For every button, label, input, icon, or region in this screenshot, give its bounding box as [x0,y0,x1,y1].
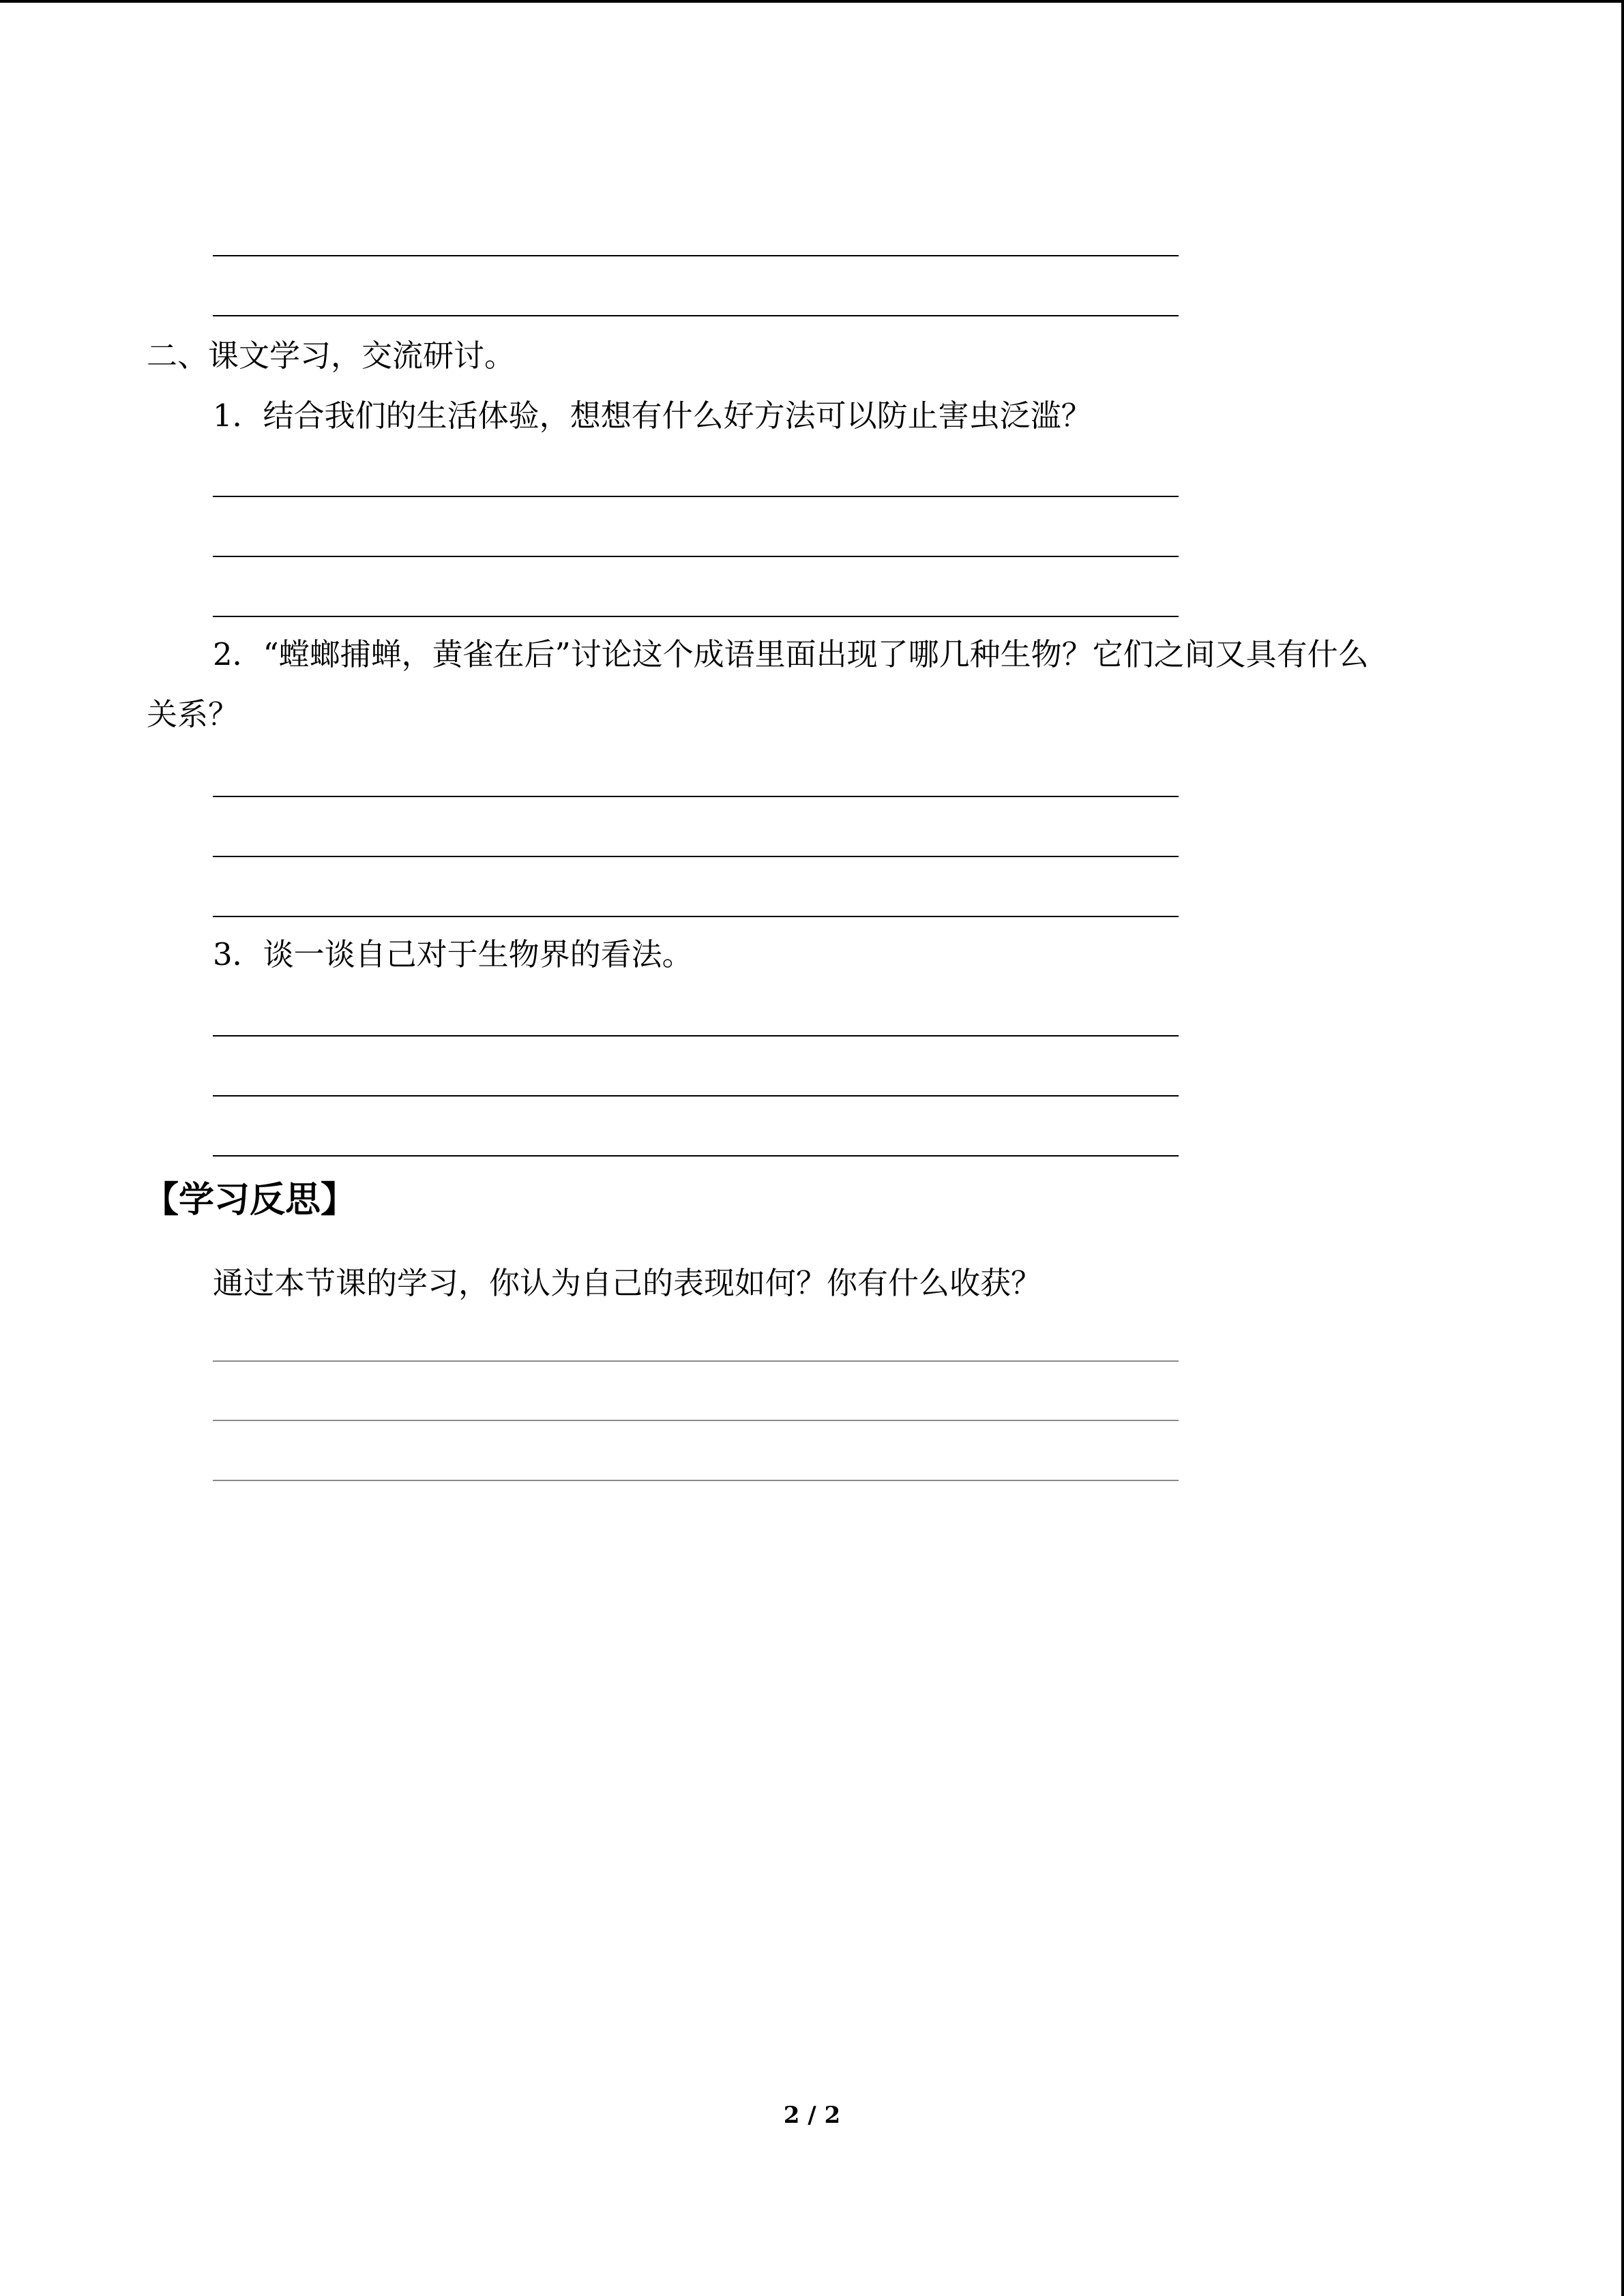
answer-line[interactable] [213,1480,1179,1481]
answer-line[interactable] [213,496,1179,497]
answer-line[interactable] [213,616,1179,617]
answer-line[interactable] [213,315,1179,316]
question-2-line-2: 关系？ [147,696,239,732]
section-heading-lesson-study: 二、课文学习，交流研讨。 [147,338,516,374]
answer-line[interactable] [213,916,1179,917]
reflection-prompt: 通过本节课的学习，你认为自己的表现如何？你有什么收获？ [213,1265,1042,1301]
section-heading-reflection: 【学习反思】 [143,1180,357,1221]
answer-line[interactable] [213,856,1179,857]
answer-line[interactable] [213,796,1179,797]
page-number: 2 / 2 [783,2102,841,2129]
answer-line[interactable] [213,1095,1179,1097]
answer-line[interactable] [213,255,1179,256]
question-3: 3．谈一谈自己对于生物界的看法。 [213,936,693,972]
answer-line[interactable] [213,1420,1179,1421]
page-border-right [1621,0,1624,2296]
answer-line[interactable] [213,1035,1179,1037]
answer-line[interactable] [213,556,1179,557]
question-2-line-1: 2．“螳螂捕蝉，黄雀在后”讨论这个成语里面出现了哪几种生物？它们之间又具有什么 [213,636,1369,672]
answer-line[interactable] [213,1155,1179,1157]
answer-line[interactable] [213,1360,1179,1362]
page-border-top [0,0,1624,3]
question-1: 1．结合我们的生活体验，想想有什么好方法可以防止害虫泛滥？ [213,398,1092,434]
